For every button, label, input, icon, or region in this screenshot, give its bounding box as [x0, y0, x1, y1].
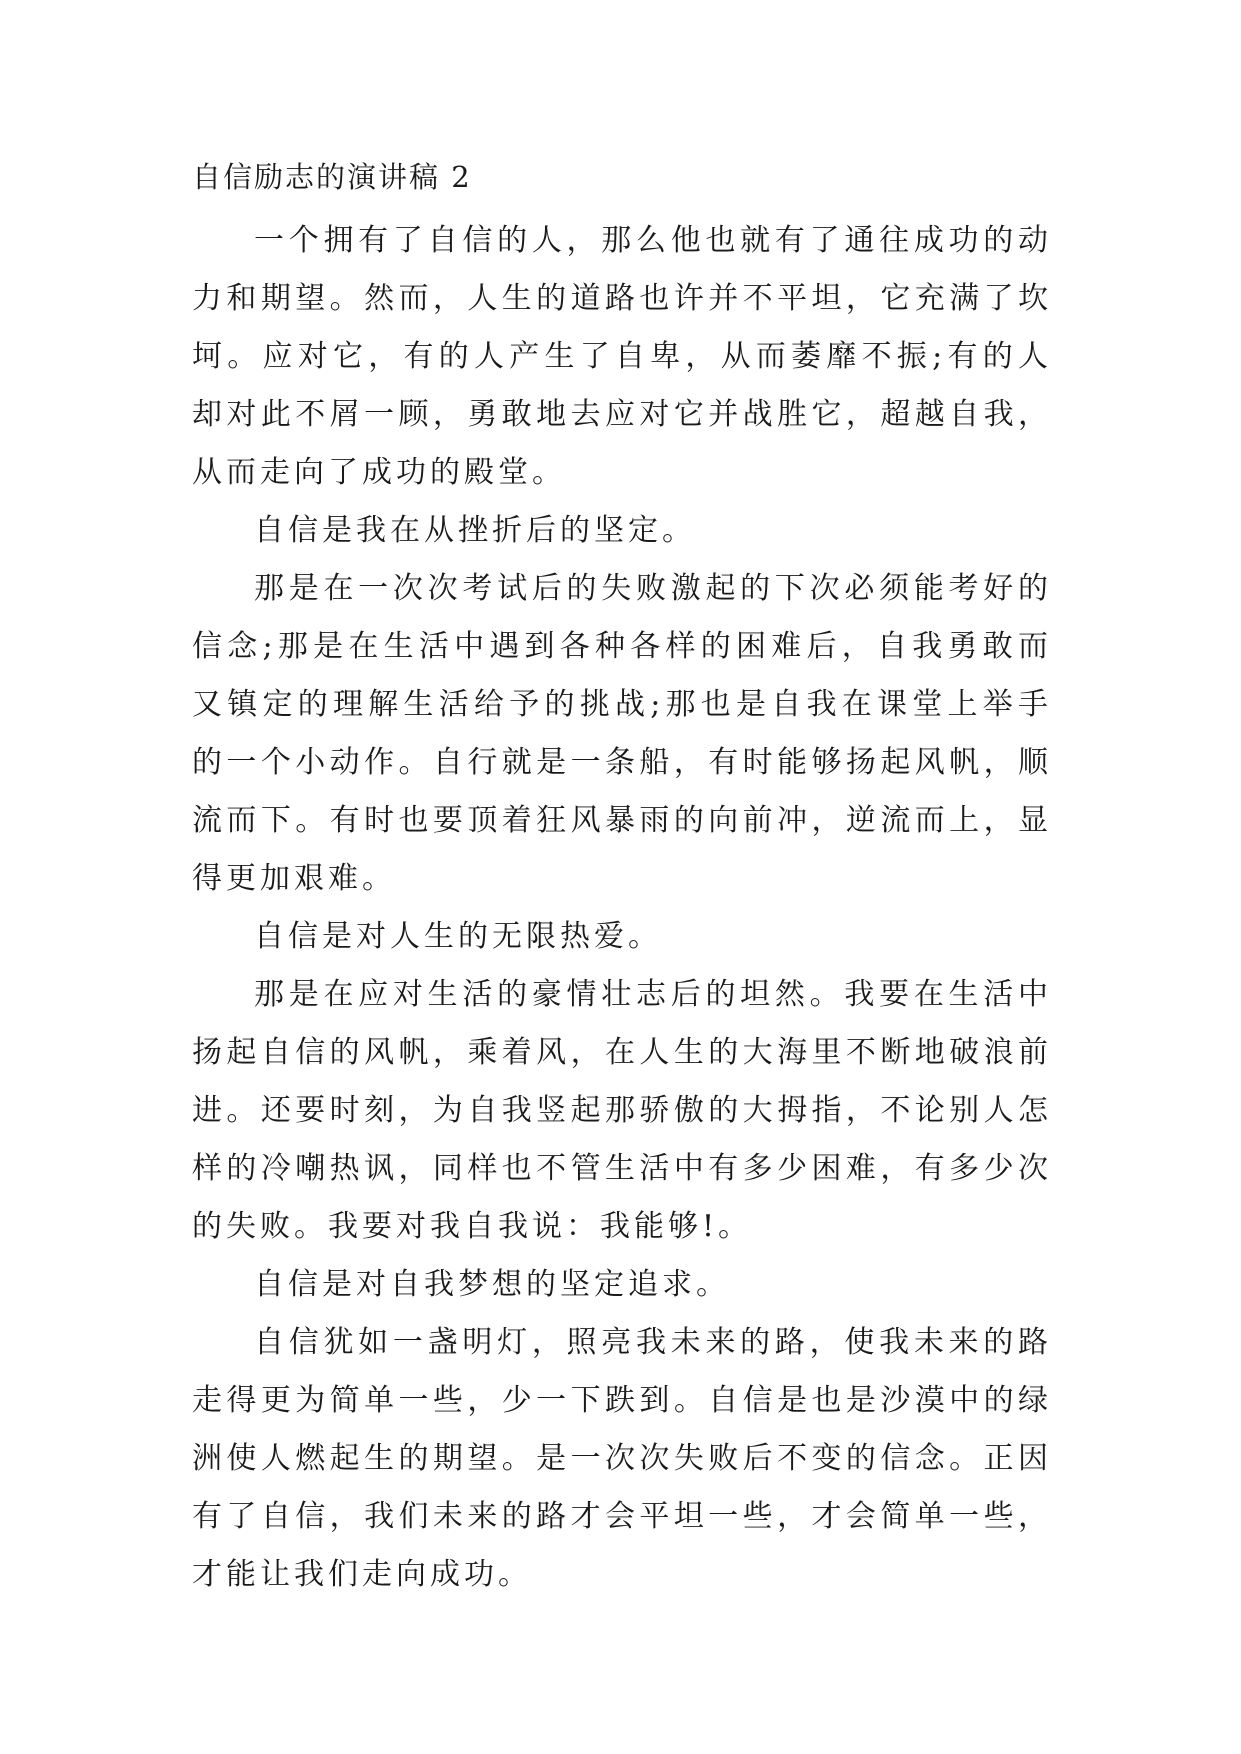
paragraph: 自信是我在从挫折后的坚定。 [254, 513, 696, 548]
document-title: 自信励志的演讲稿 2 [192, 160, 472, 194]
paragraph: 那是在应对生活的豪情壮志后的坦然。我要在生活中扬起自信的风帆，乘着风，在人生的大海里不断地破浪前进。还要时刻，为自我竖起那骄傲的大拇指，不论别人怎样的冷嘲热讽，同样也不管生活中有多少困难，有多少次的失败。我要对我自我说：我能够!。 [192, 977, 1052, 1244]
paragraph: 自信犹如一盏明灯，照亮我未来的路，使我未来的路走得更为简单一些，少一下跌到。自信是也是沙漠中的绿洲使人燃起生的期望。是一次次失败后不变的信念。正因有了自信，我们未来的路才会平坦一些，才会简单一些，才能让我们走向成功。 [192, 1325, 1052, 1592]
paragraph: 自信是对人生的无限热爱。 [254, 919, 662, 954]
paragraph: 那是在一次次考试后的失败激起的下次必须能考好的信念;那是在生活中遇到各种各样的困难后，自我勇敢而又镇定的理解生活给予的挑战;那也是自我在课堂上举手的一个小动作。自行就是一条船，有时能够扬起风帆，顺流而下。有时也要顶着狂风暴雨的向前冲，逆流而上，显得更加艰难。 [192, 571, 1052, 896]
paragraph: 自信是对自我梦想的坚定追求。 [254, 1267, 730, 1302]
paragraph: 一个拥有了自信的人，那么他也就有了通往成功的动力和期望。然而，人生的道路也许并不平坦，它充满了坎坷。应对它，有的人产生了自卑，从而萎靡不振;有的人却对此不屑一顾，勇敢地去应对它并战胜它，超越自我，从而走向了成功的殿堂。 [192, 223, 1052, 490]
document-page [192, 160, 1052, 1604]
